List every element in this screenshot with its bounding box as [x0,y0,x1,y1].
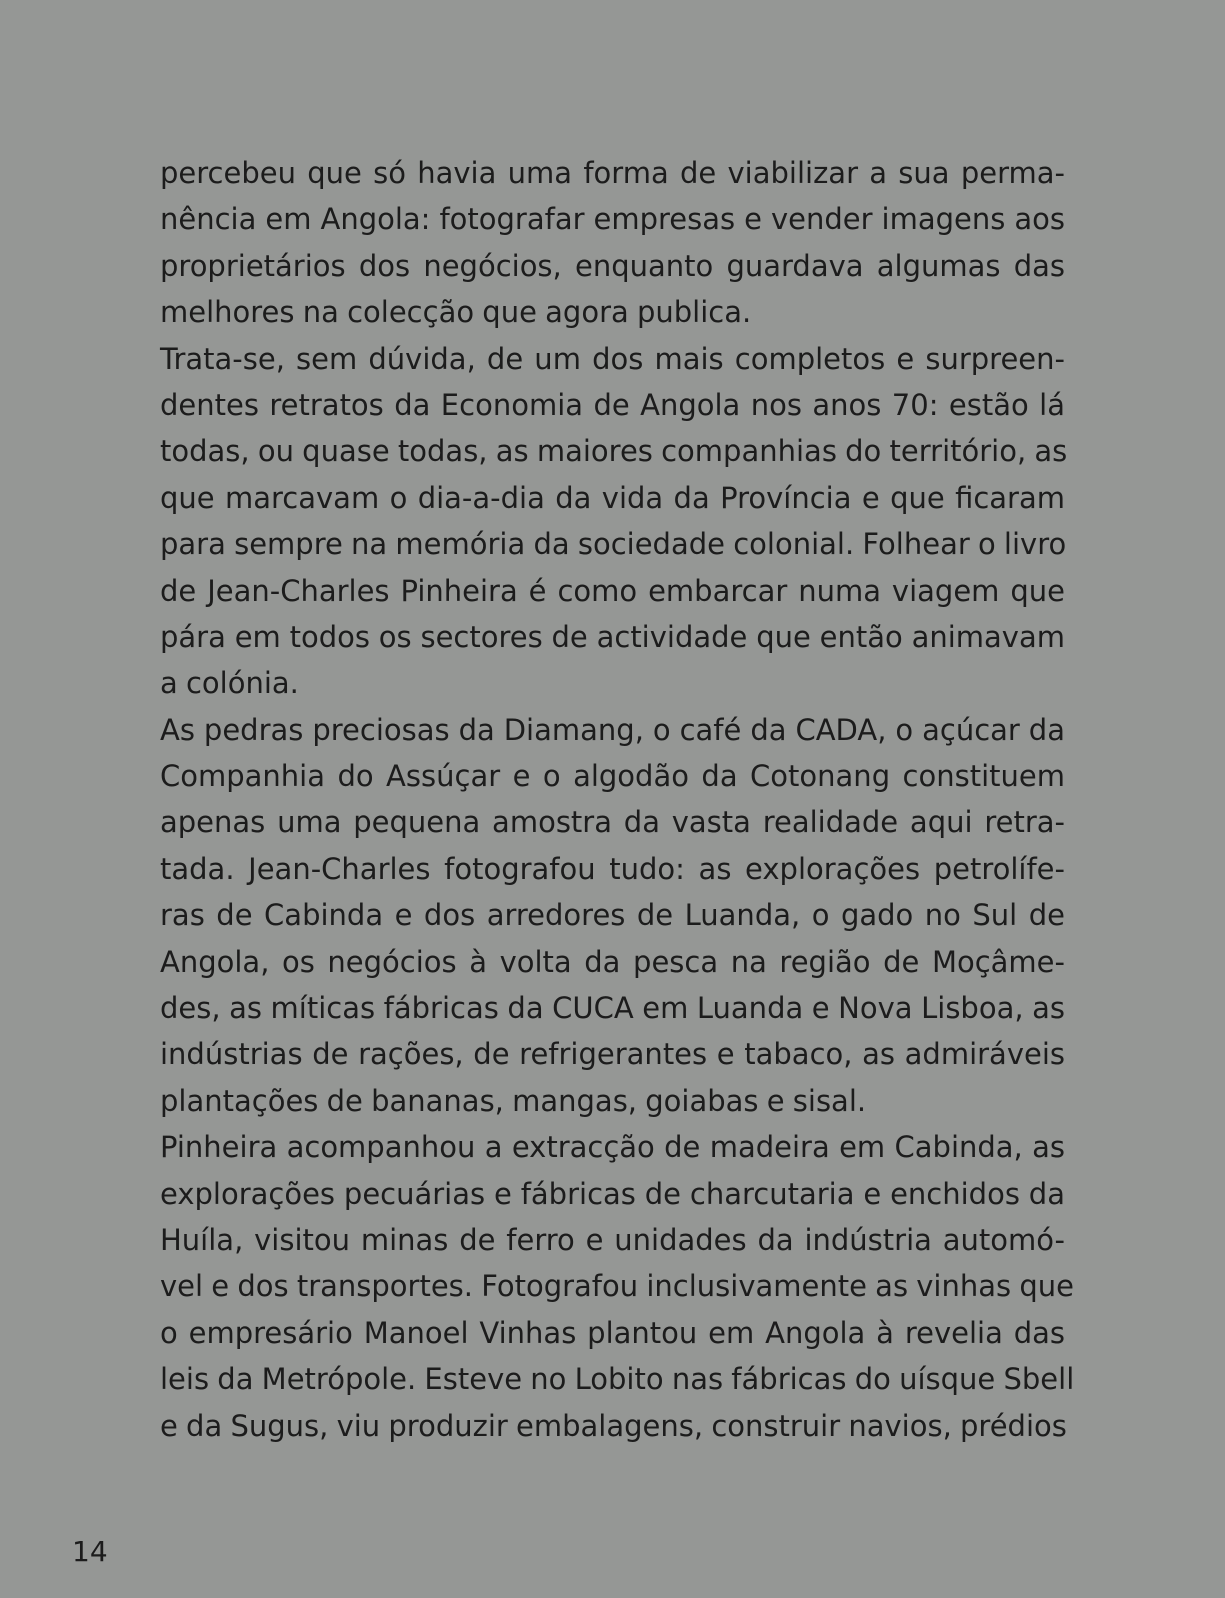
page-number: 14 [72,1535,108,1568]
text-line: proprietários dos negócios, enquanto guardava algumas das [160,248,1065,283]
text-line: explorações pecuárias e fábricas de charcutaria e enchidos da [160,1176,1065,1211]
text-line: e da Sugus, viu produzir embalagens, construir navios, prédios [160,1408,1067,1443]
text-line: nência em Angola: fotografar empresas e vender imagens aos [160,202,1065,237]
text-line: para sempre na memória da sociedade colonial. Folhear o livro [160,527,1067,562]
text-line: Huíla, visitou minas de ferro e unidades da indústria automó- [160,1222,1065,1257]
text-line: a colónia. [160,666,299,701]
text-line: melhores na colecção que agora publica. [160,295,752,330]
text-line: dentes retratos da Economia de Angola nos anos 70: estão lá [160,387,1065,422]
text-line: que marcavam o dia-a-dia da vida da Província e que ficaram [160,480,1065,515]
paragraph [160,1124,1075,1449]
text-line: tada. Jean-Charles fotografou tudo: as explorações petrolífe- [160,851,1065,886]
paragraph [160,707,1065,1125]
text-line: o empresário Manoel Vinhas plantou em Angola à revelia das [160,1315,1065,1350]
body-text [160,150,1075,1449]
text-line: ras de Cabinda e dos arredores de Luanda, o gado no Sul de [160,898,1065,933]
text-line: leis da Metrópole. Esteve no Lobito nas fábricas do uísque Sbell [160,1362,1075,1397]
text-line: percebeu que só havia uma forma de viabilizar a sua perma- [160,156,1065,190]
text-line: Companhia do Assúçar e o algodão da Cotonang constituem [160,759,1065,794]
text-line: pára em todos os sectores de actividade que então animavam [160,619,1065,654]
paragraph [160,150,1065,336]
text-line: Angola, os negócios à volta da pesca na região de Moçâme- [160,944,1065,979]
text-line: todas, ou quase todas, as maiores companhias do território, as [160,434,1068,469]
text-line: Pinheira acompanhou a extracção de madeira em Cabinda, as [160,1130,1065,1165]
text-line: apenas uma pequena amostra da vasta realidade aqui retra- [160,805,1065,840]
text-line: indústrias de rações, de refrigerantes e tabaco, as admiráveis [160,1037,1065,1072]
text-line: vel e dos transportes. Fotografou inclusivamente as vinhas que [160,1269,1074,1304]
text-line: Trata-se, sem dúvida, de um dos mais completos e surpreen- [160,341,1065,376]
text-line: des, as míticas fábricas da CUCA em Luanda e Nova Lisboa, as [160,991,1065,1026]
text-line: de Jean-Charles Pinheira é como embarcar numa viagem que [160,573,1065,608]
text-line: As pedras preciosas da Diamang, o café da CADA, o açúcar da [160,712,1065,747]
paragraph [160,336,1068,707]
text-line: plantações de bananas, mangas, goiabas e sisal. [160,1083,867,1118]
